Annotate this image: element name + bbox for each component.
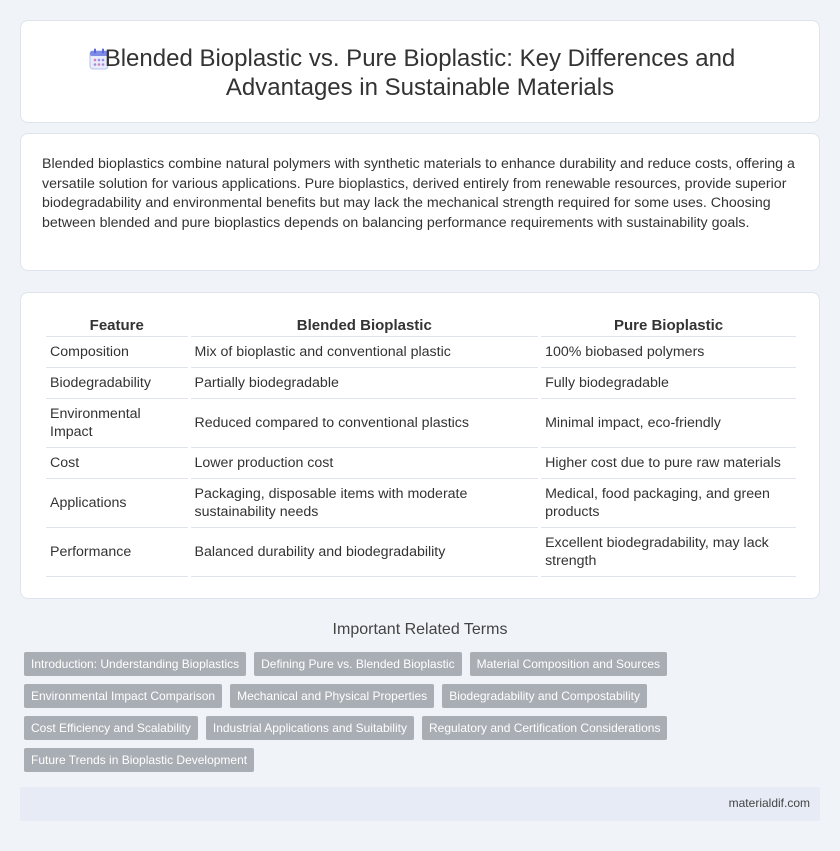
- feature-cell: Cost: [46, 448, 188, 479]
- feature-cell: Composition: [46, 337, 188, 368]
- related-term-tag[interactable]: Cost Efficiency and Scalability: [24, 716, 198, 740]
- pure-cell: Medical, food packaging, and green products: [541, 479, 796, 528]
- blended-cell: Packaging, disposable items with moderate sustainability needs: [191, 479, 539, 528]
- related-term-tag[interactable]: Industrial Applications and Suitability: [206, 716, 414, 740]
- table-row: [46, 337, 796, 368]
- feature-cell: Biodegradability: [46, 368, 188, 399]
- related-term-tag[interactable]: Defining Pure vs. Blended Bioplastic: [254, 652, 461, 676]
- header-blended: Blended Bioplastic: [191, 315, 539, 337]
- blended-cell: Mix of bioplastic and conventional plastic: [191, 337, 539, 368]
- title-line-1: Blended Bioplastic vs. Pure Bioplastic: Key Differences and: [104, 45, 736, 72]
- related-terms-title: Important Related Terms: [332, 621, 508, 638]
- table-row: [46, 479, 796, 528]
- feature-cell: Performance: [46, 528, 188, 577]
- pure-cell: Fully biodegradable: [541, 368, 796, 399]
- comparison-table-card: [20, 292, 820, 599]
- related-term-tag[interactable]: Mechanical and Physical Properties: [230, 684, 434, 708]
- related-term-tag[interactable]: Environmental Impact Comparison: [24, 684, 222, 708]
- header-pure: Pure Bioplastic: [541, 315, 796, 337]
- related-term-tag[interactable]: Material Composition and Sources: [470, 652, 667, 676]
- pure-cell: Excellent biodegradability, may lack strength: [541, 528, 796, 577]
- intro-paragraph: Blended bioplastics combine natural polymers with synthetic materials to enhance durability and reduce costs, offering a versatile solution for various applications. Pure bioplastics, derived entirely from renewable resources, provide superior biodegradability and environmental benefits but may lack the mechanical strength required for some uses. Choosing between blended and pure bioplastics depends on balancing performance requirements with sustainability goals.: [42, 156, 795, 231]
- footer-site-link[interactable]: materialdif.com: [728, 796, 810, 810]
- page-title: [21, 44, 819, 102]
- blended-cell: Partially biodegradable: [191, 368, 539, 399]
- blended-cell: Lower production cost: [191, 448, 539, 479]
- related-term-tag[interactable]: Introduction: Understanding Bioplastics: [24, 652, 246, 676]
- pure-cell: 100% biobased polymers: [541, 337, 796, 368]
- table-row: [46, 399, 796, 448]
- blended-cell: Balanced durability and biodegradability: [191, 528, 539, 577]
- pure-cell: Minimal impact, eco-friendly: [541, 399, 796, 448]
- intro-card: [20, 133, 820, 271]
- header-card: [20, 20, 820, 123]
- table-row: [46, 528, 796, 577]
- title-line-2: Advantages in Sustainable Materials: [225, 74, 615, 101]
- related-terms-list: [24, 652, 704, 772]
- feature-cell: Applications: [46, 479, 188, 528]
- header-feature: Feature: [46, 315, 188, 337]
- table-header-row: [46, 315, 796, 337]
- related-term-tag[interactable]: Regulatory and Certification Considerations: [422, 716, 667, 740]
- blended-cell: Reduced compared to conventional plastics: [191, 399, 539, 448]
- table-row: [46, 368, 796, 399]
- footer: [20, 787, 820, 821]
- related-term-tag[interactable]: Biodegradability and Compostability: [442, 684, 647, 708]
- comparison-table: [43, 315, 799, 577]
- related-term-tag[interactable]: Future Trends in Bioplastic Development: [24, 748, 254, 772]
- feature-cell: Environmental Impact: [46, 399, 188, 448]
- pure-cell: Higher cost due to pure raw materials: [541, 448, 796, 479]
- table-row: [46, 448, 796, 479]
